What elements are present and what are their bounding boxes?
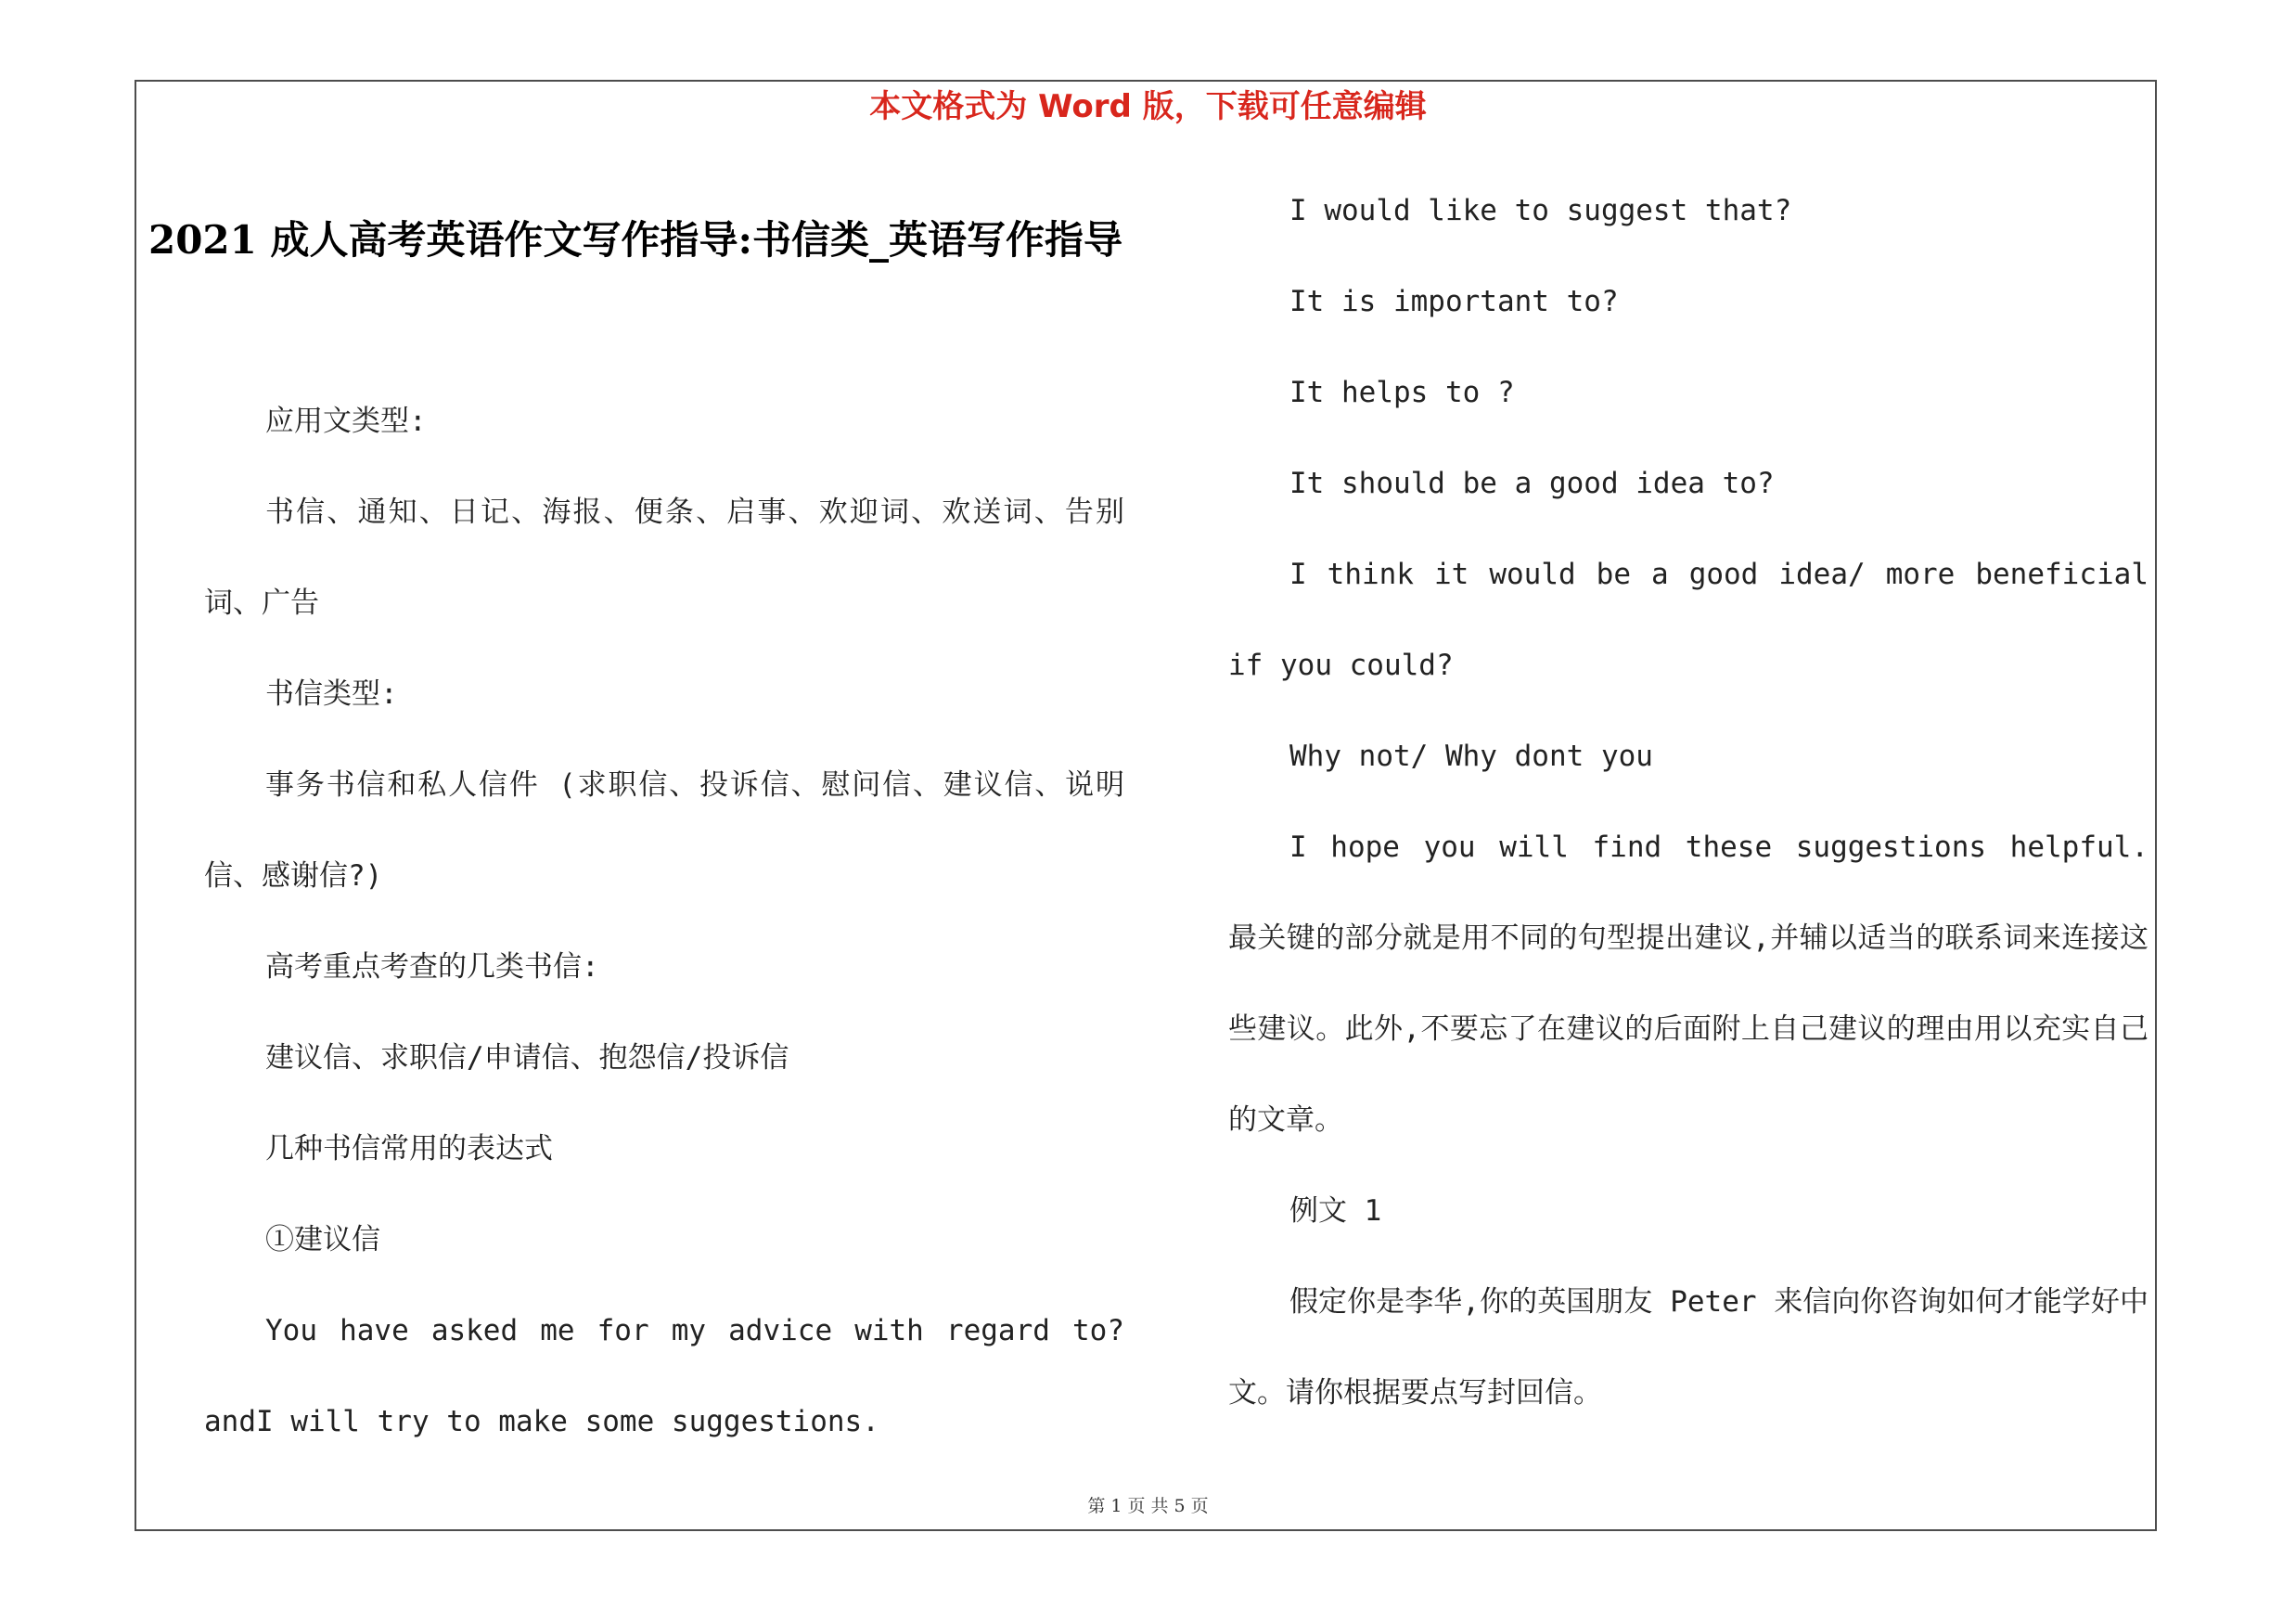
paragraph: It helps to ?: [1289, 376, 1515, 409]
page-indicator: 第 1 页 共 5 页: [1087, 1496, 1209, 1516]
paragraph: Why not/ Why dont you: [1289, 740, 1653, 773]
paragraph: ①建议信: [265, 1223, 380, 1256]
paragraph: 高考重点考查的几类书信:: [265, 950, 599, 984]
paragraph: 假定你是李华,你的英国朋友 Peter 来信向你咨询如何才能学好中文。请你根据要点写封回信。: [1228, 1285, 2148, 1410]
paragraph: 例文 1: [1289, 1194, 1382, 1228]
paragraph: 几种书信常用的表达式: [265, 1132, 553, 1166]
document-title: 2021 成人高考英语作文写作指导:书信类_英语写作指导: [148, 217, 1123, 263]
paragraph: 事务书信和私人信件 (求职信、投诉信、慰问信、建议信、说明信、感谢信?): [204, 768, 1124, 893]
paragraph: I think it would be a good idea/ more beneficial if you could?: [1228, 558, 2148, 682]
paragraph: 书信类型:: [265, 677, 398, 711]
left-column: [204, 376, 1124, 1467]
paragraph: It should be a good idea to?: [1289, 467, 1775, 500]
paragraph: You have asked me for my advice with regard to? andI will try to make some suggestions.: [204, 1314, 1124, 1438]
paragraph: I hope you will find these suggestions helpful. 最关键的部分就是用不同的句型提出建议,并辅以适当的联系词来连接这些建议。此外,不要忘了在建议的后面附上自己建议的理由用以充实自己的文章。: [1228, 831, 2148, 1137]
paragraph: 应用文类型:: [265, 405, 427, 438]
right-column: [1228, 165, 2148, 1438]
paragraph: I would like to suggest that?: [1289, 194, 1792, 227]
paragraph: 书信、通知、日记、海报、便条、启事、欢迎词、欢送词、告别词、广告: [204, 496, 1124, 620]
editable-banner: 本文格式为 Word 版，下载可任意编辑: [869, 88, 1427, 125]
paragraph: It is important to?: [1289, 285, 1619, 318]
paragraph: 建议信、求职信/申请信、抱怨信/投诉信: [265, 1041, 789, 1075]
